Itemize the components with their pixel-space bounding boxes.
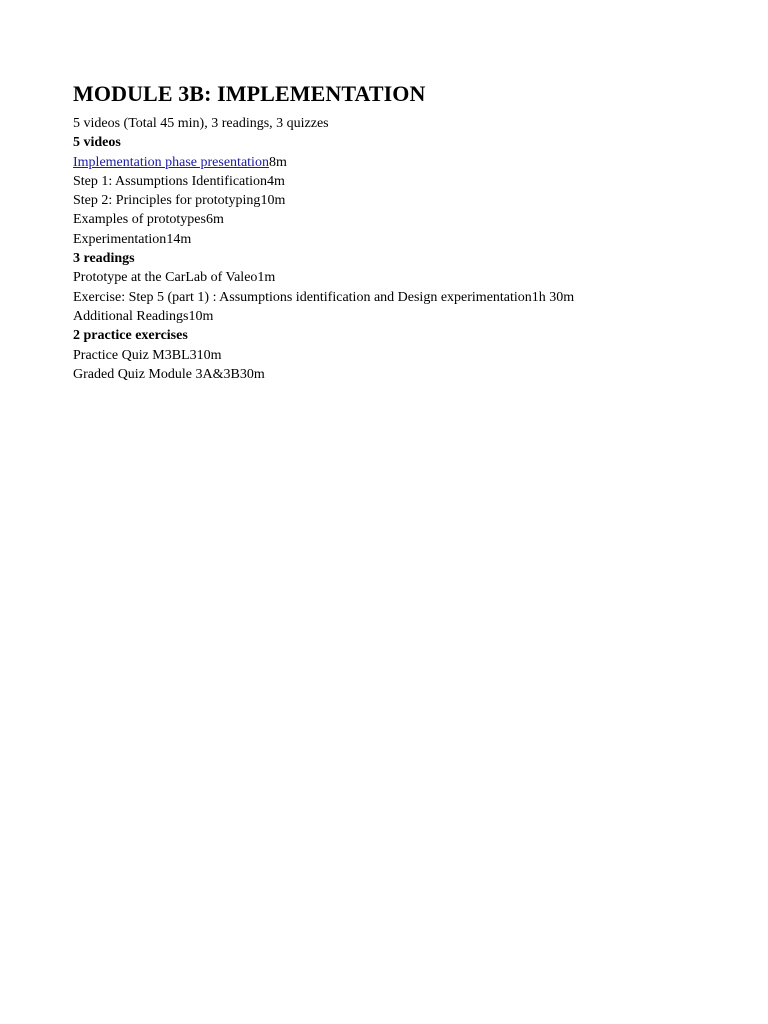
module-summary: 5 videos (Total 45 min), 3 readings, 3 quizzes <box>73 116 329 131</box>
item-duration: 8m <box>268 154 287 170</box>
item-duration: 1h 30m <box>531 289 575 305</box>
item-label: Graded Quiz Module 3A&3B <box>73 366 240 382</box>
section-heading-readings: 3 readings <box>73 251 135 267</box>
item-label: Additional Readings <box>73 308 189 324</box>
implementation-presentation-link[interactable]: Implementation phase presentation <box>73 154 269 170</box>
item-duration: 14m <box>166 231 192 247</box>
list-item <box>73 288 733 307</box>
list-item <box>73 210 733 229</box>
item-label: Step 1: Assumptions Identification <box>73 173 268 189</box>
list-item <box>73 346 733 365</box>
item-duration: 10m <box>260 193 286 209</box>
list-item <box>73 191 733 210</box>
section-heading-videos: 5 videos <box>73 135 121 151</box>
item-label: Practice Quiz M3BL3 <box>73 347 197 363</box>
item-duration: 6m <box>205 212 224 228</box>
list-item <box>73 172 733 191</box>
item-label: Experimentation <box>73 231 167 247</box>
item-duration: 1m <box>257 270 276 286</box>
item-duration: 30m <box>239 366 265 382</box>
list-item <box>73 365 733 384</box>
item-duration: 10m <box>188 308 214 324</box>
list-item <box>73 230 733 249</box>
item-duration: 4m <box>267 173 285 189</box>
item-duration: 10m <box>196 347 222 363</box>
item-label: Step 2: Principles for prototyping <box>73 193 261 209</box>
section-heading-practice: 2 practice exercises <box>73 328 188 344</box>
item-label: Prototype at the CarLab of Valeo <box>73 270 258 286</box>
document-page <box>73 80 733 384</box>
list-item <box>73 268 733 287</box>
page-title: MODULE 3B: IMPLEMENTATION <box>73 81 426 106</box>
item-label: Examples of prototypes <box>73 212 206 228</box>
list-item <box>73 153 733 172</box>
list-item <box>73 307 733 326</box>
item-label: Exercise: Step 5 (part 1) : Assumptions identification and Design experimentation <box>73 289 532 305</box>
